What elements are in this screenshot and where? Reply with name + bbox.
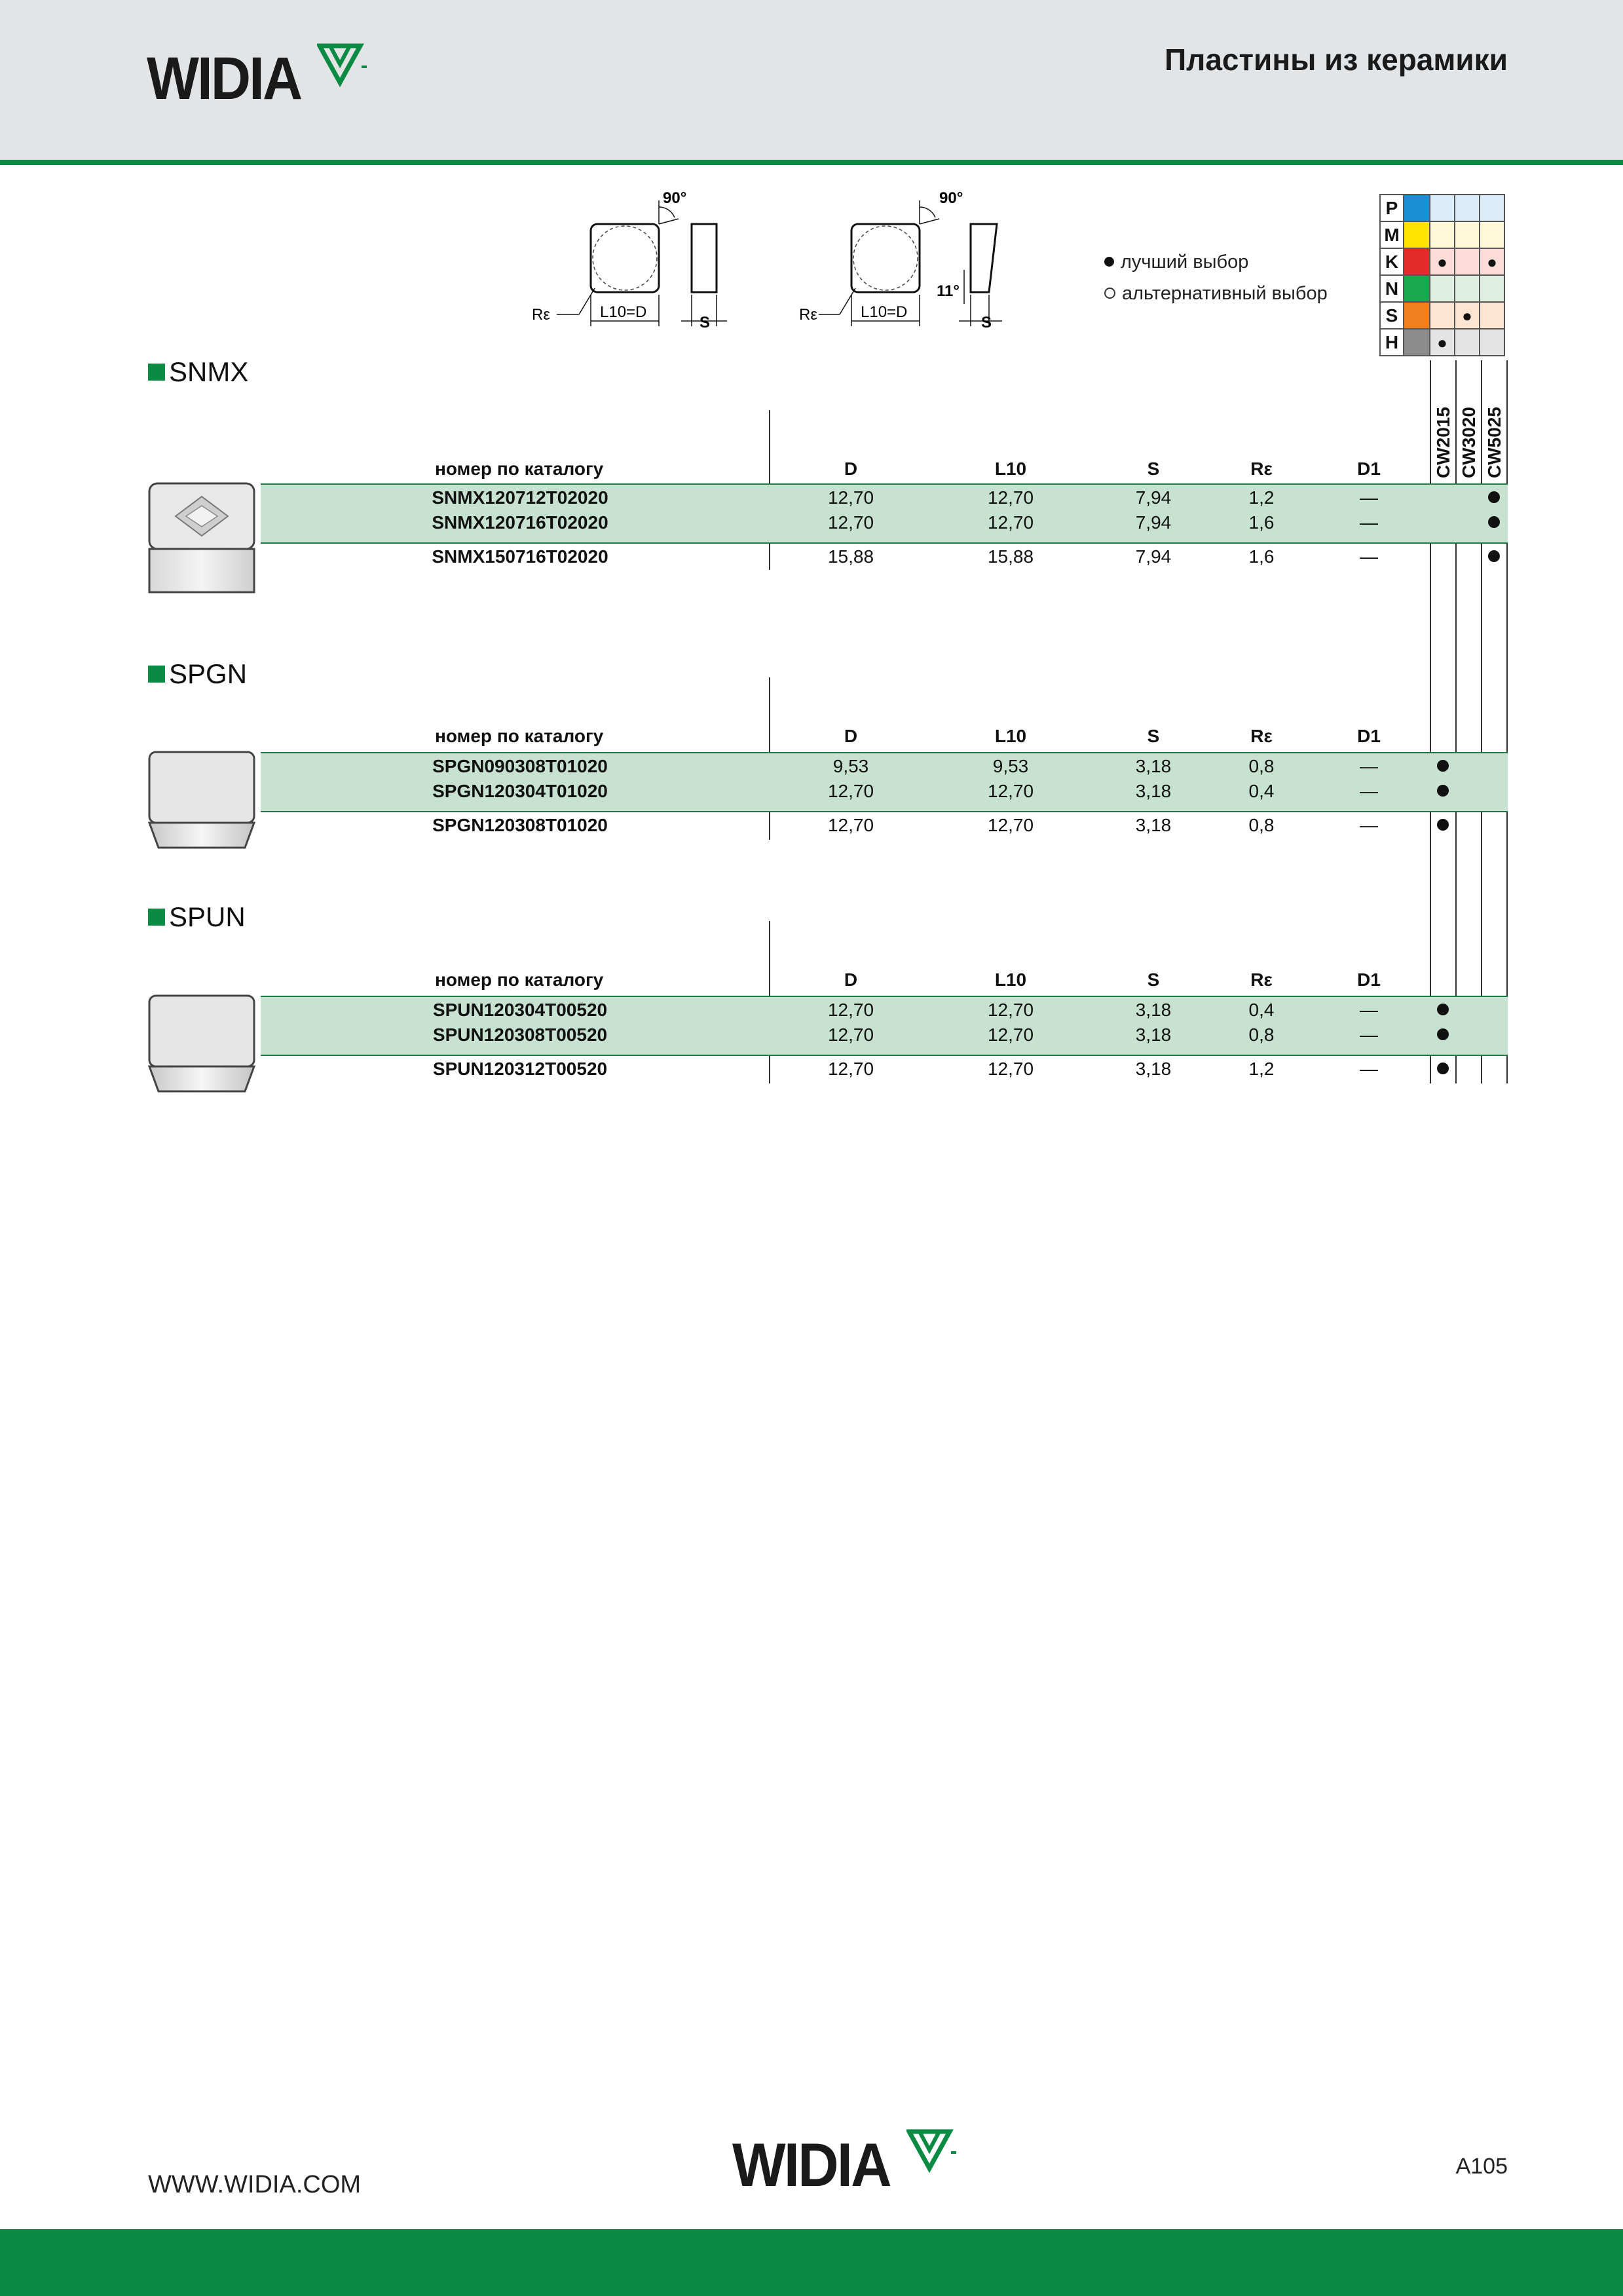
- section-title-snmx: SNMX: [148, 356, 248, 388]
- iso-color-swatch: [1404, 248, 1430, 275]
- iso-color-swatch: [1404, 302, 1430, 329]
- cell-s: 3,18: [1135, 1000, 1172, 1020]
- column-header-l10: L10: [994, 726, 1027, 746]
- best-choice-dot-icon: [1488, 491, 1500, 503]
- cell-s: 3,18: [1135, 1059, 1172, 1079]
- iso-grade-cell: [1430, 302, 1455, 329]
- catalog-number: SNMX150716T02020: [432, 546, 608, 567]
- green-square-icon: [148, 364, 165, 381]
- iso-row-n: [1380, 275, 1504, 302]
- cell-d1: —: [1360, 1059, 1378, 1079]
- column-header-s: S: [1147, 459, 1160, 479]
- logo-wordmark: WIDIA: [732, 2130, 890, 2199]
- page-header: [0, 0, 1623, 160]
- cell-d1: —: [1360, 1000, 1378, 1020]
- iso-letter: H: [1380, 329, 1404, 356]
- cell-s: 3,18: [1135, 815, 1172, 835]
- iso-grade-cell: [1480, 302, 1504, 329]
- iso-grade-cell: [1455, 221, 1480, 248]
- footer-bar: [0, 2229, 1623, 2296]
- cell-d1: —: [1360, 1025, 1378, 1045]
- cell-d: 15,88: [827, 546, 874, 567]
- legend-alternative: альтернативный выбор: [1104, 278, 1328, 309]
- iso-grade-cell: [1480, 275, 1504, 302]
- iso-grade-cell: [1430, 275, 1455, 302]
- header-rule: [0, 160, 1623, 165]
- iso-grade-cell: [1480, 195, 1504, 221]
- cell-re: 0,4: [1248, 1000, 1275, 1020]
- insert-dimension-diagram-negative: [524, 187, 747, 338]
- cell-l10: 12,70: [987, 1000, 1034, 1020]
- cell-d1: —: [1360, 815, 1378, 835]
- cell-re: 0,4: [1248, 781, 1275, 801]
- logo-wordmark: WIDIA: [147, 45, 301, 112]
- insert-dimension-diagram-positive: [791, 187, 1034, 338]
- widia-triangles-icon: [317, 43, 369, 89]
- grade-column-line: [1506, 360, 1508, 1083]
- cell-s: 3,18: [1135, 781, 1172, 801]
- grade-column-line: [1430, 360, 1431, 1083]
- grade-column-line: [1455, 360, 1457, 1083]
- cell-l10: 12,70: [987, 487, 1034, 508]
- catalog-number: SNMX120716T02020: [432, 512, 608, 533]
- cell-re: 1,2: [1248, 1059, 1275, 1079]
- iso-grade-cell: ●: [1455, 302, 1480, 329]
- iso-grade-cell: [1455, 195, 1480, 221]
- iso-grade-cell: [1430, 195, 1455, 221]
- cell-l10: 15,88: [987, 546, 1034, 567]
- cell-l10: 12,70: [987, 512, 1034, 533]
- column-header-d: D: [844, 969, 858, 990]
- iso-letter: P: [1380, 195, 1404, 221]
- column-header-re: Rε: [1250, 969, 1273, 990]
- widia-logo: [147, 43, 369, 112]
- best-choice-dot-icon: [1488, 550, 1500, 562]
- angle-label: 90°: [939, 189, 963, 207]
- iso-grade-cell: [1430, 221, 1455, 248]
- best-choice-dot-icon: [1437, 819, 1449, 831]
- section-title-spgn: SPGN: [148, 658, 247, 690]
- cell-re: 1,6: [1248, 512, 1275, 533]
- spun-insert-image: [148, 994, 255, 1094]
- iso-letter: M: [1380, 221, 1404, 248]
- cell-re: 0,8: [1248, 1025, 1275, 1045]
- catalog-number: SPGN120304T01020: [432, 781, 608, 801]
- grade-label-cw3020: CW3020: [1459, 407, 1479, 478]
- column-header-d1: D1: [1357, 969, 1381, 990]
- grade-label-cw5025: CW5025: [1484, 407, 1504, 478]
- catalog-number: SPGN090308T01020: [432, 756, 608, 776]
- best-choice-dot-icon: [1437, 1063, 1449, 1074]
- column-header-d1: D1: [1357, 459, 1381, 479]
- iso-grade-cell: ●: [1430, 248, 1455, 275]
- cell-d: 12,70: [827, 1025, 874, 1045]
- column-header-s: S: [1147, 726, 1160, 746]
- best-choice-dot-icon: [1437, 760, 1449, 772]
- iso-grade-cell: [1455, 275, 1480, 302]
- iso-material-table: [1379, 194, 1505, 356]
- column-header-catalog: номер по каталогу: [435, 726, 604, 746]
- selection-legend: [1104, 246, 1328, 309]
- cell-d1: —: [1360, 756, 1378, 776]
- iso-letter: K: [1380, 248, 1404, 275]
- cell-l10: 9,53: [992, 756, 1029, 776]
- cell-s: 3,18: [1135, 1025, 1172, 1045]
- column-header-catalog: номер по каталогу: [435, 459, 604, 479]
- thickness-label: S: [700, 314, 711, 331]
- cell-s: 3,18: [1135, 756, 1172, 776]
- iso-row-m: [1380, 221, 1504, 248]
- iso-grade-cell: [1455, 248, 1480, 275]
- iso-color-swatch: [1404, 329, 1430, 356]
- iso-row-h: [1380, 329, 1504, 356]
- page-title: Пластины из керамики: [1165, 43, 1508, 77]
- green-square-icon: [148, 666, 165, 683]
- cell-d: 12,70: [827, 815, 874, 835]
- section-title-spun: SPUN: [148, 901, 246, 933]
- angle-label: 90°: [663, 189, 687, 207]
- column-header-d1: D1: [1357, 726, 1381, 746]
- iso-grade-cell: [1480, 329, 1504, 356]
- column-header-d: D: [844, 726, 858, 746]
- cell-l10: 12,70: [987, 1059, 1034, 1079]
- iso-row-p: [1380, 195, 1504, 221]
- column-header-re: Rε: [1250, 459, 1273, 479]
- catalog-number: SPUN120312T00520: [432, 1059, 608, 1079]
- iso-color-swatch: [1404, 275, 1430, 302]
- cell-d: 12,70: [827, 1000, 874, 1020]
- cell-d: 12,70: [827, 487, 874, 508]
- cell-d: 12,70: [827, 781, 874, 801]
- cell-d1: —: [1360, 781, 1378, 801]
- footer-url: WWW.WIDIA.COM: [148, 2171, 362, 2198]
- cell-re: 0,8: [1248, 756, 1275, 776]
- cell-re: 1,2: [1248, 487, 1275, 508]
- widia-triangles-icon: [906, 2129, 959, 2175]
- cell-s: 7,94: [1135, 512, 1172, 533]
- thickness-label: S: [981, 314, 992, 331]
- iso-letter: S: [1380, 302, 1404, 329]
- grade-label-cw2015: CW2015: [1433, 407, 1453, 478]
- legend-best: лучший выбор: [1104, 246, 1328, 278]
- grade-column-line: [1481, 360, 1482, 1083]
- iso-row-k: [1380, 248, 1504, 275]
- iso-grade-cell: [1455, 329, 1480, 356]
- length-label: L10=D: [600, 303, 647, 321]
- page-number: A105: [1455, 2154, 1508, 2179]
- length-label: L10=D: [861, 303, 908, 321]
- column-header-re: Rε: [1250, 726, 1273, 746]
- cell-l10: 12,70: [987, 781, 1034, 801]
- hollow-dot-icon: [1104, 288, 1115, 299]
- cell-d: 12,70: [827, 512, 874, 533]
- relief-angle-label: 11°: [937, 282, 960, 300]
- cell-re: 1,6: [1248, 546, 1275, 567]
- cell-l10: 12,70: [987, 815, 1034, 835]
- iso-color-swatch: [1404, 195, 1430, 221]
- catalog-number: SPUN120308T00520: [432, 1025, 608, 1045]
- iso-grade-cell: ●: [1480, 248, 1504, 275]
- cell-s: 7,94: [1135, 546, 1172, 567]
- catalog-number: SPGN120308T01020: [432, 815, 608, 835]
- best-choice-dot-icon: [1437, 785, 1449, 797]
- catalog-number: SPUN120304T00520: [432, 1000, 608, 1020]
- snmx-insert-image: [148, 482, 255, 595]
- cell-l10: 12,70: [987, 1025, 1034, 1045]
- widia-logo: [732, 2129, 959, 2199]
- iso-grade-cell: [1480, 221, 1504, 248]
- radius-label: Rε: [799, 306, 818, 324]
- radius-label: Rε: [532, 306, 551, 324]
- column-header-l10: L10: [994, 969, 1027, 990]
- iso-color-swatch: [1404, 221, 1430, 248]
- green-square-icon: [148, 909, 165, 926]
- best-choice-dot-icon: [1437, 1028, 1449, 1040]
- column-header-catalog: номер по каталогу: [435, 969, 604, 990]
- cell-d: 12,70: [827, 1059, 874, 1079]
- filled-dot-icon: [1104, 257, 1114, 267]
- iso-letter: N: [1380, 275, 1404, 302]
- column-header-s: S: [1147, 969, 1160, 990]
- cell-d1: —: [1360, 512, 1378, 533]
- cell-d: 9,53: [832, 756, 869, 776]
- cell-s: 7,94: [1135, 487, 1172, 508]
- cell-re: 0,8: [1248, 815, 1275, 835]
- cell-d1: —: [1360, 546, 1378, 567]
- cell-d1: —: [1360, 487, 1378, 508]
- spgn-insert-image: [148, 751, 255, 850]
- iso-row-s: [1380, 302, 1504, 329]
- best-choice-dot-icon: [1488, 516, 1500, 528]
- iso-grade-cell: ●: [1430, 329, 1455, 356]
- column-header-d: D: [844, 459, 858, 479]
- best-choice-dot-icon: [1437, 1004, 1449, 1015]
- catalog-number: SNMX120712T02020: [432, 487, 608, 508]
- column-header-l10: L10: [994, 459, 1027, 479]
